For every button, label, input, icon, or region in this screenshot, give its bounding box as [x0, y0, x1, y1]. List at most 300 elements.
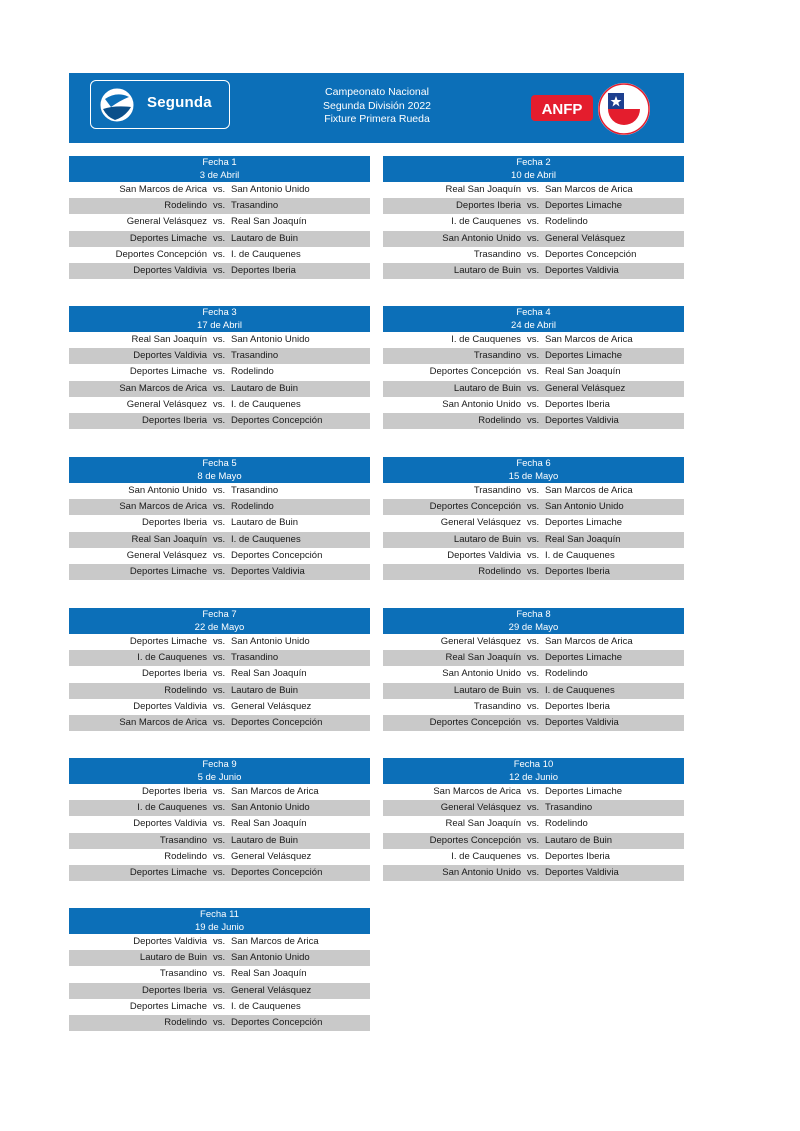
home-team: San Marcos de Arica [119, 184, 207, 195]
home-team: Deportes Iberia [142, 984, 207, 996]
fecha-header [383, 608, 684, 634]
match-row [69, 263, 370, 279]
away-team: Deportes Limache [545, 200, 623, 212]
anfp-text: ANFP [541, 101, 583, 118]
away-team: Deportes Iberia [545, 565, 610, 577]
vs-label: vs. [527, 684, 540, 696]
match-row [69, 397, 370, 413]
header-banner [69, 73, 684, 143]
match-row [383, 564, 684, 580]
match-row [69, 364, 370, 380]
home-team: Real San Joaquín [445, 818, 521, 830]
vs-label: vs. [213, 1000, 226, 1012]
match-row [383, 865, 684, 881]
home-team: San Marcos de Arica [119, 382, 207, 394]
vs-label: vs. [213, 668, 226, 680]
home-team: Deportes Valdivia [447, 549, 521, 561]
away-team: Real San Joaquín [231, 216, 307, 228]
away-team: San Marcos de Arica [231, 936, 319, 947]
away-team: Deportes Iberia [545, 700, 610, 712]
home-team: Real San Joaquín [131, 533, 207, 545]
match-row [69, 983, 370, 999]
match-row [69, 999, 370, 1015]
home-team: Deportes Concepción [429, 366, 521, 378]
away-team: Rodelindo [545, 668, 588, 680]
away-team: I. de Cauquenes [231, 398, 301, 410]
away-team: Trasandino [231, 652, 279, 664]
vs-label: vs. [527, 786, 540, 797]
vs-label: vs. [213, 533, 226, 545]
vs-label: vs. [213, 652, 226, 664]
vs-label: vs. [527, 216, 540, 228]
home-team: Rodelindo [478, 414, 521, 426]
match-row [383, 483, 684, 499]
away-team: General Velásquez [231, 700, 312, 712]
fecha-date: 17 de Abril [197, 320, 242, 331]
vs-label: vs. [527, 485, 540, 496]
away-team: General Velásquez [231, 984, 312, 996]
home-team: San Marcos de Arica [433, 786, 521, 797]
ball-icon [97, 85, 137, 125]
vs-label: vs. [527, 834, 540, 846]
match-row [69, 198, 370, 214]
home-team: Deportes Concepción [429, 501, 521, 513]
match-row [69, 413, 370, 429]
vs-label: vs. [213, 549, 226, 561]
match-row [383, 666, 684, 682]
match-row [383, 548, 684, 564]
away-team: San Antonio Unido [231, 802, 310, 814]
vs-label: vs. [213, 818, 226, 830]
match-row [383, 683, 684, 699]
vs-label: vs. [213, 517, 226, 529]
fecha-date: 19 de Junio [194, 922, 245, 933]
fecha-date: 24 de Abril [511, 320, 556, 331]
fecha-date: 29 de Mayo [508, 622, 559, 633]
match-row [69, 934, 370, 950]
match-row [383, 397, 684, 413]
away-team: Real San Joaquín [231, 818, 307, 830]
home-team: San Antonio Unido [128, 485, 207, 496]
home-team: General Velásquez [440, 636, 521, 647]
home-team: Deportes Iberia [456, 200, 521, 212]
fecha-date: 15 de Mayo [508, 471, 559, 482]
vs-label: vs. [213, 684, 226, 696]
match-row [383, 816, 684, 832]
vs-label: vs. [527, 850, 540, 862]
fecha-date: 3 de Abril [199, 170, 240, 181]
match-row [69, 332, 370, 348]
match-row [69, 231, 370, 247]
match-row [383, 833, 684, 849]
vs-label: vs. [527, 700, 540, 712]
away-team: I. de Cauquenes [545, 549, 615, 561]
home-team: I. de Cauquenes [451, 216, 521, 228]
match-row [69, 800, 370, 816]
away-team: San Marcos de Arica [231, 786, 319, 797]
fecha-name: Fecha 4 [516, 307, 551, 318]
title-line: Fixture Primera Rueda [324, 113, 430, 125]
fecha-header [69, 306, 370, 332]
match-row [383, 381, 684, 397]
anfp-logo [531, 81, 657, 137]
home-team: Deportes Concepción [115, 248, 207, 260]
match-row [69, 950, 370, 966]
vs-label: vs. [213, 232, 226, 244]
home-team: Real San Joaquín [445, 184, 521, 195]
vs-label: vs. [527, 818, 540, 830]
vs-label: vs. [527, 398, 540, 410]
away-team: General Velásquez [545, 382, 626, 394]
vs-label: vs. [213, 850, 226, 862]
vs-label: vs. [213, 350, 226, 362]
away-team: San Marcos de Arica [545, 334, 633, 345]
vs-label: vs. [527, 264, 540, 276]
fecha-name: Fecha 3 [202, 307, 237, 318]
match-row [383, 348, 684, 364]
match-row [383, 499, 684, 515]
home-team: Real San Joaquín [445, 652, 521, 664]
vs-label: vs. [527, 517, 540, 529]
match-row [383, 182, 684, 198]
match-row [69, 532, 370, 548]
fecha-block [69, 306, 370, 429]
fecha-header [383, 156, 684, 182]
home-team: Trasandino [159, 834, 207, 846]
fecha-date: 8 de Mayo [197, 471, 242, 482]
away-team: Rodelindo [545, 818, 588, 830]
fecha-date: 10 de Abril [511, 170, 556, 181]
away-team: Deportes Limache [545, 652, 623, 664]
home-team: Lautaro de Buin [139, 952, 207, 964]
home-team: I. de Cauquenes [137, 652, 207, 664]
match-row [383, 650, 684, 666]
vs-label: vs. [213, 382, 226, 394]
away-team: Deportes Limache [545, 350, 623, 362]
home-team: Deportes Iberia [142, 668, 207, 680]
vs-label: vs. [527, 636, 540, 647]
home-team: Deportes Valdivia [133, 936, 207, 947]
away-team: Deportes Valdivia [545, 414, 619, 426]
fecha-name: Fecha 10 [513, 759, 554, 770]
vs-label: vs. [213, 216, 226, 228]
fecha-header [383, 758, 684, 784]
away-team: Real San Joaquín [545, 533, 621, 545]
vs-label: vs. [213, 786, 226, 797]
away-team: General Velásquez [231, 850, 312, 862]
away-team: San Marcos de Arica [545, 636, 633, 647]
vs-label: vs. [213, 952, 226, 964]
home-team: General Velásquez [126, 549, 207, 561]
vs-label: vs. [213, 802, 226, 814]
vs-label: vs. [527, 200, 540, 212]
fecha-name: Fecha 2 [516, 157, 551, 168]
home-team: Deportes Limache [129, 636, 207, 647]
match-row [383, 247, 684, 263]
away-team: Deportes Valdivia [545, 716, 619, 728]
away-team: Deportes Iberia [545, 850, 610, 862]
vs-label: vs. [527, 549, 540, 561]
fecha-header [69, 457, 370, 483]
vs-label: vs. [213, 1016, 226, 1028]
match-row [383, 784, 684, 800]
fecha-header [69, 156, 370, 182]
match-row [69, 214, 370, 230]
match-row [69, 348, 370, 364]
match-row [69, 966, 370, 982]
match-row [383, 515, 684, 531]
fecha-block [69, 758, 370, 881]
vs-label: vs. [527, 533, 540, 545]
match-row [383, 231, 684, 247]
away-team: Deportes Concepción [231, 414, 323, 426]
fecha-block [69, 457, 370, 580]
match-row [383, 715, 684, 731]
match-row [383, 332, 684, 348]
fecha-header [69, 758, 370, 784]
vs-label: vs. [213, 716, 226, 728]
away-team: Lautaro de Buin [231, 232, 299, 244]
fecha-block [383, 457, 684, 580]
away-team: I. de Cauquenes [231, 1000, 301, 1012]
title-line: Campeonato Nacional [325, 86, 429, 98]
match-row [69, 564, 370, 580]
vs-label: vs. [213, 366, 226, 378]
away-team: Lautaro de Buin [231, 834, 299, 846]
match-row [69, 483, 370, 499]
home-team: Lautaro de Buin [453, 382, 521, 394]
vs-label: vs. [213, 834, 226, 846]
home-team: Deportes Limache [129, 1000, 207, 1012]
vs-label: vs. [527, 232, 540, 244]
match-row [69, 816, 370, 832]
home-team: Rodelindo [164, 1016, 207, 1028]
vs-label: vs. [213, 968, 226, 980]
away-team: I. de Cauquenes [231, 533, 301, 545]
vs-label: vs. [527, 668, 540, 680]
home-team: Deportes Concepción [429, 834, 521, 846]
fecha-header [69, 608, 370, 634]
vs-label: vs. [527, 716, 540, 728]
home-team: Deportes Limache [129, 565, 207, 577]
fecha-name: Fecha 8 [516, 609, 551, 620]
home-team: Lautaro de Buin [453, 264, 521, 276]
away-team: Trasandino [231, 350, 279, 362]
home-team: Trasandino [159, 968, 207, 980]
fecha-block [383, 608, 684, 731]
home-team: General Velásquez [440, 517, 521, 529]
away-team: San Antonio Unido [231, 636, 310, 647]
vs-label: vs. [213, 936, 226, 947]
vs-label: vs. [213, 700, 226, 712]
away-team: Rodelindo [231, 501, 274, 513]
fecha-block [383, 758, 684, 881]
vs-label: vs. [213, 264, 226, 276]
banner-title [279, 86, 475, 127]
vs-label: vs. [527, 565, 540, 577]
home-team: I. de Cauquenes [137, 802, 207, 814]
match-row [69, 548, 370, 564]
home-team: Rodelindo [164, 684, 207, 696]
fecha-header [69, 908, 370, 934]
fecha-name: Fecha 7 [202, 609, 237, 620]
match-row [69, 1015, 370, 1031]
vs-label: vs. [213, 636, 226, 647]
vs-label: vs. [213, 398, 226, 410]
home-team: Trasandino [473, 485, 521, 496]
vs-label: vs. [527, 802, 540, 814]
home-team: Rodelindo [164, 200, 207, 212]
away-team: Trasandino [231, 200, 279, 212]
vs-label: vs. [527, 501, 540, 513]
away-team: I. de Cauquenes [231, 248, 301, 260]
logo-text: Segunda [147, 94, 212, 111]
vs-label: vs. [527, 414, 540, 426]
match-row [383, 364, 684, 380]
away-team: Deportes Iberia [545, 398, 610, 410]
vs-label: vs. [213, 984, 226, 996]
match-row [69, 865, 370, 881]
home-team: General Velásquez [440, 802, 521, 814]
away-team: San Antonio Unido [231, 334, 310, 345]
vs-label: vs. [213, 334, 226, 345]
away-team: Deportes Concepción [231, 866, 323, 878]
home-team: Deportes Iberia [142, 786, 207, 797]
home-team: San Antonio Unido [442, 866, 521, 878]
away-team: Trasandino [231, 485, 279, 496]
fecha-name: Fecha 6 [516, 458, 551, 469]
away-team: Deportes Iberia [231, 264, 296, 276]
match-row [383, 634, 684, 650]
home-team: Deportes Valdivia [133, 700, 207, 712]
fecha-block [69, 156, 370, 279]
away-team: Trasandino [545, 802, 593, 814]
fecha-header [383, 306, 684, 332]
fecha-name: Fecha 5 [202, 458, 237, 469]
away-team: San Marcos de Arica [545, 184, 633, 195]
home-team: Deportes Limache [129, 866, 207, 878]
away-team: Rodelindo [231, 366, 274, 378]
home-team: Real San Joaquín [131, 334, 207, 345]
away-team: Deportes Valdivia [545, 264, 619, 276]
match-row [383, 198, 684, 214]
away-team: Deportes Concepción [231, 1016, 323, 1028]
match-row [69, 683, 370, 699]
vs-label: vs. [527, 866, 540, 878]
home-team: Deportes Iberia [142, 517, 207, 529]
away-team: Lautaro de Buin [231, 382, 299, 394]
away-team: Real San Joaquín [231, 968, 307, 980]
vs-label: vs. [213, 184, 226, 195]
away-team: Lautaro de Buin [231, 684, 299, 696]
home-team: Lautaro de Buin [453, 684, 521, 696]
match-row [69, 833, 370, 849]
away-team: Real San Joaquín [231, 668, 307, 680]
home-team: Deportes Limache [129, 366, 207, 378]
home-team: Trasandino [473, 248, 521, 260]
match-row [69, 634, 370, 650]
home-team: Trasandino [473, 700, 521, 712]
vs-label: vs. [527, 248, 540, 260]
match-row [69, 699, 370, 715]
home-team: Deportes Limache [129, 232, 207, 244]
fecha-name: Fecha 9 [202, 759, 237, 770]
away-team: Deportes Limache [545, 517, 623, 529]
away-team: San Antonio Unido [231, 952, 310, 964]
home-team: General Velásquez [126, 398, 207, 410]
home-team: Deportes Valdivia [133, 264, 207, 276]
away-team: General Velásquez [545, 232, 626, 244]
home-team: I. de Cauquenes [451, 850, 521, 862]
match-row [383, 800, 684, 816]
home-team: I. de Cauquenes [451, 334, 521, 345]
vs-label: vs. [213, 485, 226, 496]
home-team: San Marcos de Arica [119, 716, 207, 728]
match-row [383, 532, 684, 548]
away-team: San Antonio Unido [231, 184, 310, 195]
home-team: San Antonio Unido [442, 668, 521, 680]
vs-label: vs. [527, 350, 540, 362]
away-team: Lautaro de Buin [231, 517, 299, 529]
home-team: Trasandino [473, 350, 521, 362]
match-row [69, 666, 370, 682]
fecha-header [383, 457, 684, 483]
away-team: Deportes Valdivia [545, 866, 619, 878]
away-team: San Antonio Unido [545, 501, 624, 513]
away-team: Lautaro de Buin [545, 834, 613, 846]
away-team: Deportes Concepción [545, 248, 637, 260]
home-team: San Marcos de Arica [119, 501, 207, 513]
match-row [383, 849, 684, 865]
match-row [69, 784, 370, 800]
segunda-logo [90, 80, 230, 129]
away-team: Rodelindo [545, 216, 588, 228]
vs-label: vs. [527, 184, 540, 195]
fecha-date: 5 de Junio [197, 772, 242, 783]
fecha-date: 12 de Junio [508, 772, 559, 783]
vs-label: vs. [213, 866, 226, 878]
home-team: Deportes Iberia [142, 414, 207, 426]
vs-label: vs. [527, 382, 540, 394]
vs-label: vs. [213, 414, 226, 426]
home-team: Lautaro de Buin [453, 533, 521, 545]
away-team: Deportes Concepción [231, 549, 323, 561]
title-line: Segunda División 2022 [323, 99, 431, 112]
match-row [69, 381, 370, 397]
fecha-date: 22 de Mayo [194, 622, 245, 633]
match-row [69, 182, 370, 198]
fecha-block [383, 156, 684, 279]
match-row [69, 650, 370, 666]
home-team: Rodelindo [478, 565, 521, 577]
away-team: Real San Joaquín [545, 366, 621, 378]
match-row [69, 247, 370, 263]
match-row [69, 715, 370, 731]
home-team: Deportes Concepción [429, 716, 521, 728]
away-team: I. de Cauquenes [545, 684, 615, 696]
vs-label: vs. [213, 501, 226, 513]
match-row [383, 699, 684, 715]
fecha-name: Fecha 1 [202, 157, 237, 168]
fecha-name: Fecha 11 [200, 909, 239, 920]
vs-label: vs. [213, 200, 226, 212]
away-team: San Marcos de Arica [545, 485, 633, 496]
home-team: San Antonio Unido [442, 232, 521, 244]
vs-label: vs. [527, 652, 540, 664]
home-team: Deportes Valdivia [133, 818, 207, 830]
match-row [383, 413, 684, 429]
vs-label: vs. [527, 334, 540, 345]
